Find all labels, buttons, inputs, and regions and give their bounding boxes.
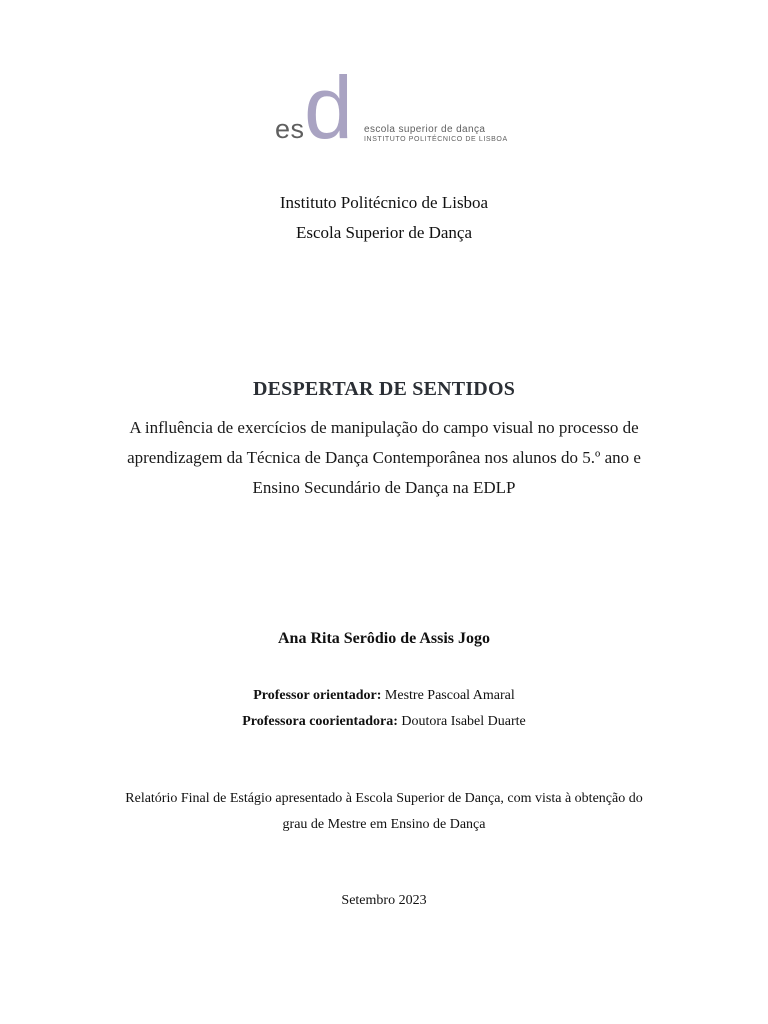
subtitle-line: A influência de exercícios de manipulação do campo visual no processo de (129, 418, 639, 437)
document-subtitle (0, 413, 768, 503)
logo-es-letters: es (275, 114, 305, 144)
subtitle-line: aprendizagem da Técnica de Dança Contemporânea nos alunos do 5.º ano e (127, 448, 641, 467)
logo-school-name: escola superior de dança (364, 124, 486, 135)
document-title: DESPERTAR DE SENTIDOS (252, 378, 516, 400)
supervisors-block (0, 683, 768, 735)
coadvisor-label: Professora coorientadora: (242, 714, 398, 729)
statement-line: Relatório Final de Estágio apresentado à Escola Superior de Dança, com vista à obtenção do (125, 791, 643, 806)
document-date: Setembro 2023 (341, 893, 427, 908)
report-statement (0, 786, 768, 838)
coadvisor-line (0, 709, 768, 735)
logo-d-letter: d (304, 58, 353, 157)
subtitle-line: Ensino Secundário de Dança na EDLP (252, 478, 516, 497)
institution-block (0, 188, 768, 248)
statement-line: grau de Mestre em Ensino de Dança (282, 817, 486, 832)
coadvisor-name: Doutora Isabel Duarte (397, 714, 526, 729)
advisor-name: Mestre Pascoal Amaral (381, 688, 515, 703)
institution-name: Instituto Politécnico de Lisboa (279, 193, 489, 212)
author-name: Ana Rita Serôdio de Assis Jogo (277, 630, 491, 647)
advisor-line (0, 683, 768, 709)
advisor-label: Professor orientador: (253, 688, 382, 703)
logo-institute-name: INSTITUTO POLITÉCNICO DE LISBOA (364, 136, 508, 143)
school-name: Escola Superior de Dança (295, 223, 473, 242)
esd-logo (270, 58, 510, 160)
